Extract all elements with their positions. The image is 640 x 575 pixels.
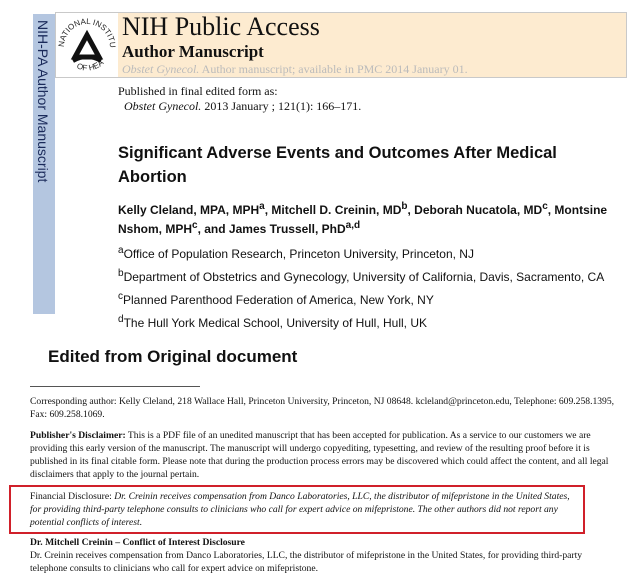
sidebar-banner xyxy=(33,14,55,314)
svg-text:OF HEALTH: OF HEA xyxy=(75,57,106,73)
aff-sup: a xyxy=(118,245,124,256)
author-list: Kelly Cleland, MPA, MPH$^a$, Mitchell D. Creinin, $MD^b$, Deborah Nucatola, $MD^c$, Montsine Nshom, MPH$^c$, and James Trussell, PhD$^{a,d}$ xyxy=(118,201,608,236)
aff-text: The Hull York Medical School, University of Hull, Hull, UK xyxy=(123,316,428,330)
header-subtitle: Author Manuscript xyxy=(122,42,264,61)
affiliation xyxy=(118,287,633,310)
author: Montsine Nshom, MPH xyxy=(118,203,608,236)
corresponding-author: Corresponding author: Kelly Cleland, 218 Wallace Hall, Princeton University, Princeton, NJ 08648. kcleland@princeton.edu, Telephone: 609.258.1395, Fax: 609.258.1069. xyxy=(30,396,615,420)
financial-label: Financial Disclosure: xyxy=(30,491,112,502)
article-header xyxy=(118,141,633,333)
svg-text:NATIONAL INSTITUTES: NATIONAL INSTITU xyxy=(56,16,118,49)
availability-text: Author manuscript; available in PMC 2014 January 01. xyxy=(201,62,468,76)
author-sup: a,d xyxy=(345,220,361,231)
coi-heading: Dr. Mitchell Creinin – Conflict of Interest Disclosure xyxy=(30,537,245,548)
citation xyxy=(124,99,361,113)
author: Mitchell D. Creinin, MD xyxy=(271,203,402,217)
aff-sup: b xyxy=(118,268,124,279)
publisher-disclaimer xyxy=(30,429,620,481)
affiliation xyxy=(118,241,633,264)
article-title: Significant Adverse Events and Outcomes After Medical Abortion xyxy=(118,144,557,186)
aff-text: Department of Obstetrics and Gynecology, University of California, Davis, Sacramento, CA xyxy=(123,270,605,284)
nih-logo-icon xyxy=(56,13,118,77)
citation-journal: Obstet Gynecol. xyxy=(124,99,202,113)
disclaimer-text: This is a PDF file of an unedited manuscript that has been accepted for publication. As a service to our customers we are providing this early version of the manuscript. The manuscript will undergo copyediting, typesetting, and review of the resulting proof before it is published in its final citable form. Please note that during the production process errors may be discovered which could affect the content, and all legal disclaimers that apply to the journal pertain. xyxy=(30,430,609,480)
aff-sup: c xyxy=(118,291,123,302)
aff-text: Planned Parenthood Federation of America, New York, NY xyxy=(123,293,434,307)
availability-line xyxy=(122,62,468,76)
footnote-divider xyxy=(30,386,200,387)
published-label: Published in final edited form as: xyxy=(118,84,278,98)
journal-name: Obstet Gynecol. xyxy=(122,62,200,76)
affiliation xyxy=(118,264,633,287)
aff-text: Office of Population Research, Princeton University, Princeton, NJ xyxy=(123,247,474,261)
author: James Trussell, PhD xyxy=(228,222,346,236)
author: Kelly Cleland, MPA, MPH xyxy=(118,203,260,217)
author-sup: c xyxy=(542,201,548,212)
author-sup: c xyxy=(192,220,198,231)
financial-text: Dr. Creinin receives compensation from Danco Laboratories, LLC, the distributor of mifepristone in the United States, for providing third-party telephone consults to clinicians who call for expert advice on mifepristone. The other authors did not report any potential conflicts of interest. xyxy=(30,491,570,528)
edited-annotation: Edited from Original document xyxy=(48,347,298,366)
citation-text: 2013 January ; 121(1): 166–171. xyxy=(204,99,362,113)
author: Deborah Nucatola, MD xyxy=(414,203,543,217)
sidebar-label: NIH-PA Author Manuscript xyxy=(35,20,51,183)
header-title: NIH Public Access xyxy=(122,12,320,41)
affiliation xyxy=(118,310,633,333)
author-sup: a xyxy=(259,201,265,212)
disclaimer-label: Publisher's Disclaimer: xyxy=(30,430,126,441)
author-sup: b xyxy=(401,201,408,212)
financial-disclosure-highlight xyxy=(9,485,585,534)
coi-text: Dr. Creinin receives compensation from Danco Laboratories, LLC, the distributor of mifepristone in the United States, for providing third-party telephone consults to clinicians who call for expert advice on mifepristone. xyxy=(30,550,583,574)
aff-sup: d xyxy=(118,314,124,325)
footnotes xyxy=(30,346,620,575)
